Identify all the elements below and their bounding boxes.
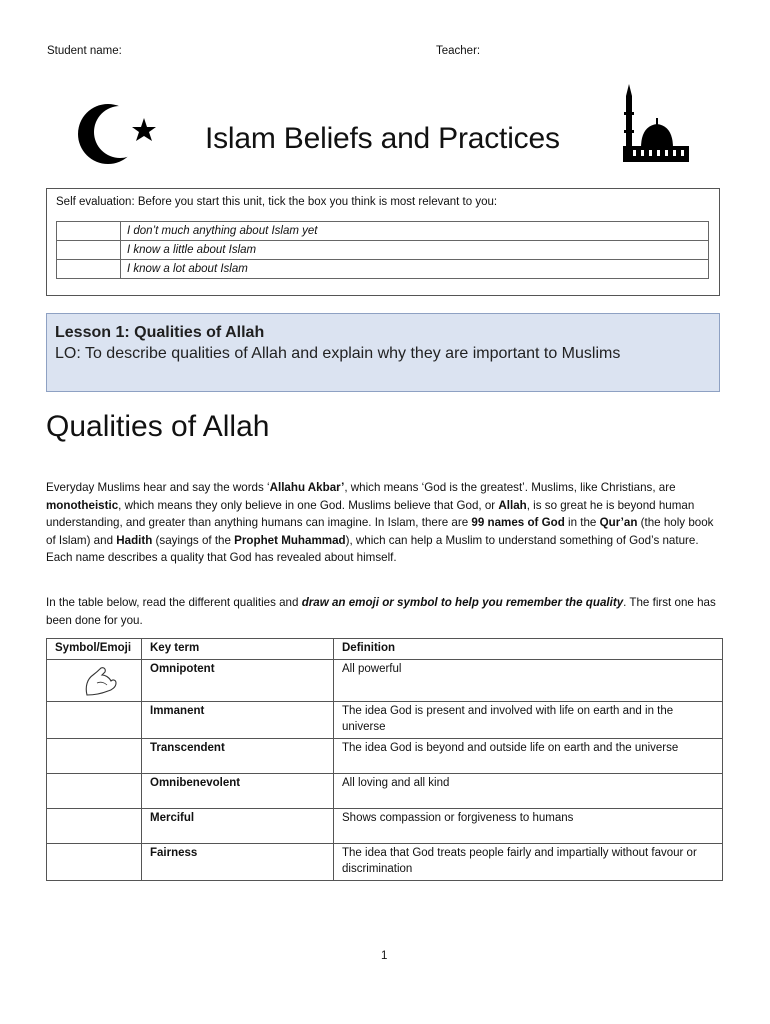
text-run: . The first one has been done for you. <box>46 596 716 627</box>
self-evaluation-row <box>57 241 709 260</box>
text-run: , which means ‘God is the greatest’. Muslims, like Christians, are <box>344 481 676 494</box>
lesson-box <box>46 313 720 392</box>
column-header-key-term: Key term <box>142 639 334 660</box>
text-run: , which means they only believe in one God. Muslims believe that God, or <box>118 498 499 512</box>
emphasis-text: 99 names of God <box>471 516 565 529</box>
emphasis-text: Prophet Muhammad <box>234 533 346 547</box>
definition-cell: The idea that God treats people fairly and impartially without favour or discrimination <box>334 843 723 880</box>
flexed-arm-icon <box>81 665 121 699</box>
key-term-cell: Merciful <box>142 808 334 843</box>
table-row <box>47 738 723 773</box>
tick-box[interactable] <box>57 222 121 241</box>
self-evaluation-box <box>46 188 720 296</box>
self-evaluation-row <box>57 260 709 279</box>
instruction-paragraph <box>46 594 726 629</box>
table-row <box>47 701 723 738</box>
column-header-definition: Definition <box>334 639 723 660</box>
self-evaluation-intro: Self evaluation: Before you start this unit, tick the box you think is most relevant to you: <box>56 196 498 208</box>
definition-cell: The idea God is present and involved with life on earth and in the universe <box>334 701 723 738</box>
text-run: in the <box>564 516 600 529</box>
self-evaluation-option: I know a little about Islam <box>121 241 709 260</box>
emphasis-text: Allahu Akbar’ <box>269 481 345 494</box>
self-evaluation-table <box>56 221 709 279</box>
symbol-cell[interactable] <box>47 701 142 738</box>
page-number: 1 <box>381 950 388 962</box>
key-term-cell: Fairness <box>142 843 334 880</box>
definition-cell: All powerful <box>334 659 723 701</box>
self-evaluation-option: I know a lot about Islam <box>121 260 709 279</box>
lesson-title: Lesson 1: Qualities of Allah <box>55 324 265 341</box>
table-row <box>47 773 723 808</box>
definition-cell: All loving and all kind <box>334 773 723 808</box>
symbol-cell[interactable] <box>47 808 142 843</box>
section-heading: Qualities of Allah <box>46 410 270 443</box>
key-term-cell: Omnipotent <box>142 659 334 701</box>
intro-paragraph <box>46 479 726 567</box>
table-row <box>47 659 723 701</box>
text-run: Everyday Muslims hear and say the words ‘ <box>46 481 270 494</box>
mosque-icon <box>613 82 693 170</box>
table-row <box>47 808 723 843</box>
text-run: In the table below, read the different qualities and <box>46 596 302 609</box>
text-run: (sayings of the <box>152 533 235 547</box>
key-term-cell: Immanent <box>142 701 334 738</box>
symbol-cell[interactable] <box>47 659 142 701</box>
learning-objective: LO: To describe qualities of Allah and explain why they are important to Muslims <box>55 345 621 362</box>
tick-box[interactable] <box>57 241 121 260</box>
student-name-label: Student name: <box>47 45 122 57</box>
emphasis-text: Qur’an <box>599 516 638 529</box>
table-header-row <box>47 639 723 660</box>
text-run: ), which can help a Muslim to understand something of God’s nature. Each name describes a quality that God has revealed about himself. <box>46 533 699 564</box>
column-header-symbol: Symbol/Emoji <box>47 639 142 660</box>
self-evaluation-option: I don’t much anything about Islam yet <box>121 222 709 241</box>
crescent-star-icon <box>78 94 168 174</box>
tick-box[interactable] <box>57 260 121 279</box>
symbol-cell[interactable] <box>47 773 142 808</box>
emphasis-text: Allah <box>498 498 527 512</box>
symbol-cell[interactable] <box>47 738 142 773</box>
page-title: Islam Beliefs and Practices <box>205 122 560 155</box>
teacher-label: Teacher: <box>436 45 481 57</box>
self-evaluation-row <box>57 222 709 241</box>
qualities-table <box>46 638 723 881</box>
symbol-cell[interactable] <box>47 843 142 880</box>
emphasis-text: draw an emoji or symbol to help you remember the quality <box>301 596 624 609</box>
text-run: , is so great he is beyond human understanding, and greater than anything humans can imagine. In Islam, there are <box>46 498 695 529</box>
key-term-cell: Omnibenevolent <box>142 773 334 808</box>
emphasis-text: Hadith <box>116 533 153 547</box>
emphasis-text: monotheistic <box>46 498 119 512</box>
text-run: (the holy book of Islam) and <box>46 516 714 547</box>
definition-cell: The idea God is beyond and outside life on earth and the universe <box>334 738 723 773</box>
key-term-cell: Transcendent <box>142 738 334 773</box>
table-row <box>47 843 723 880</box>
definition-cell: Shows compassion or forgiveness to humans <box>334 808 723 843</box>
